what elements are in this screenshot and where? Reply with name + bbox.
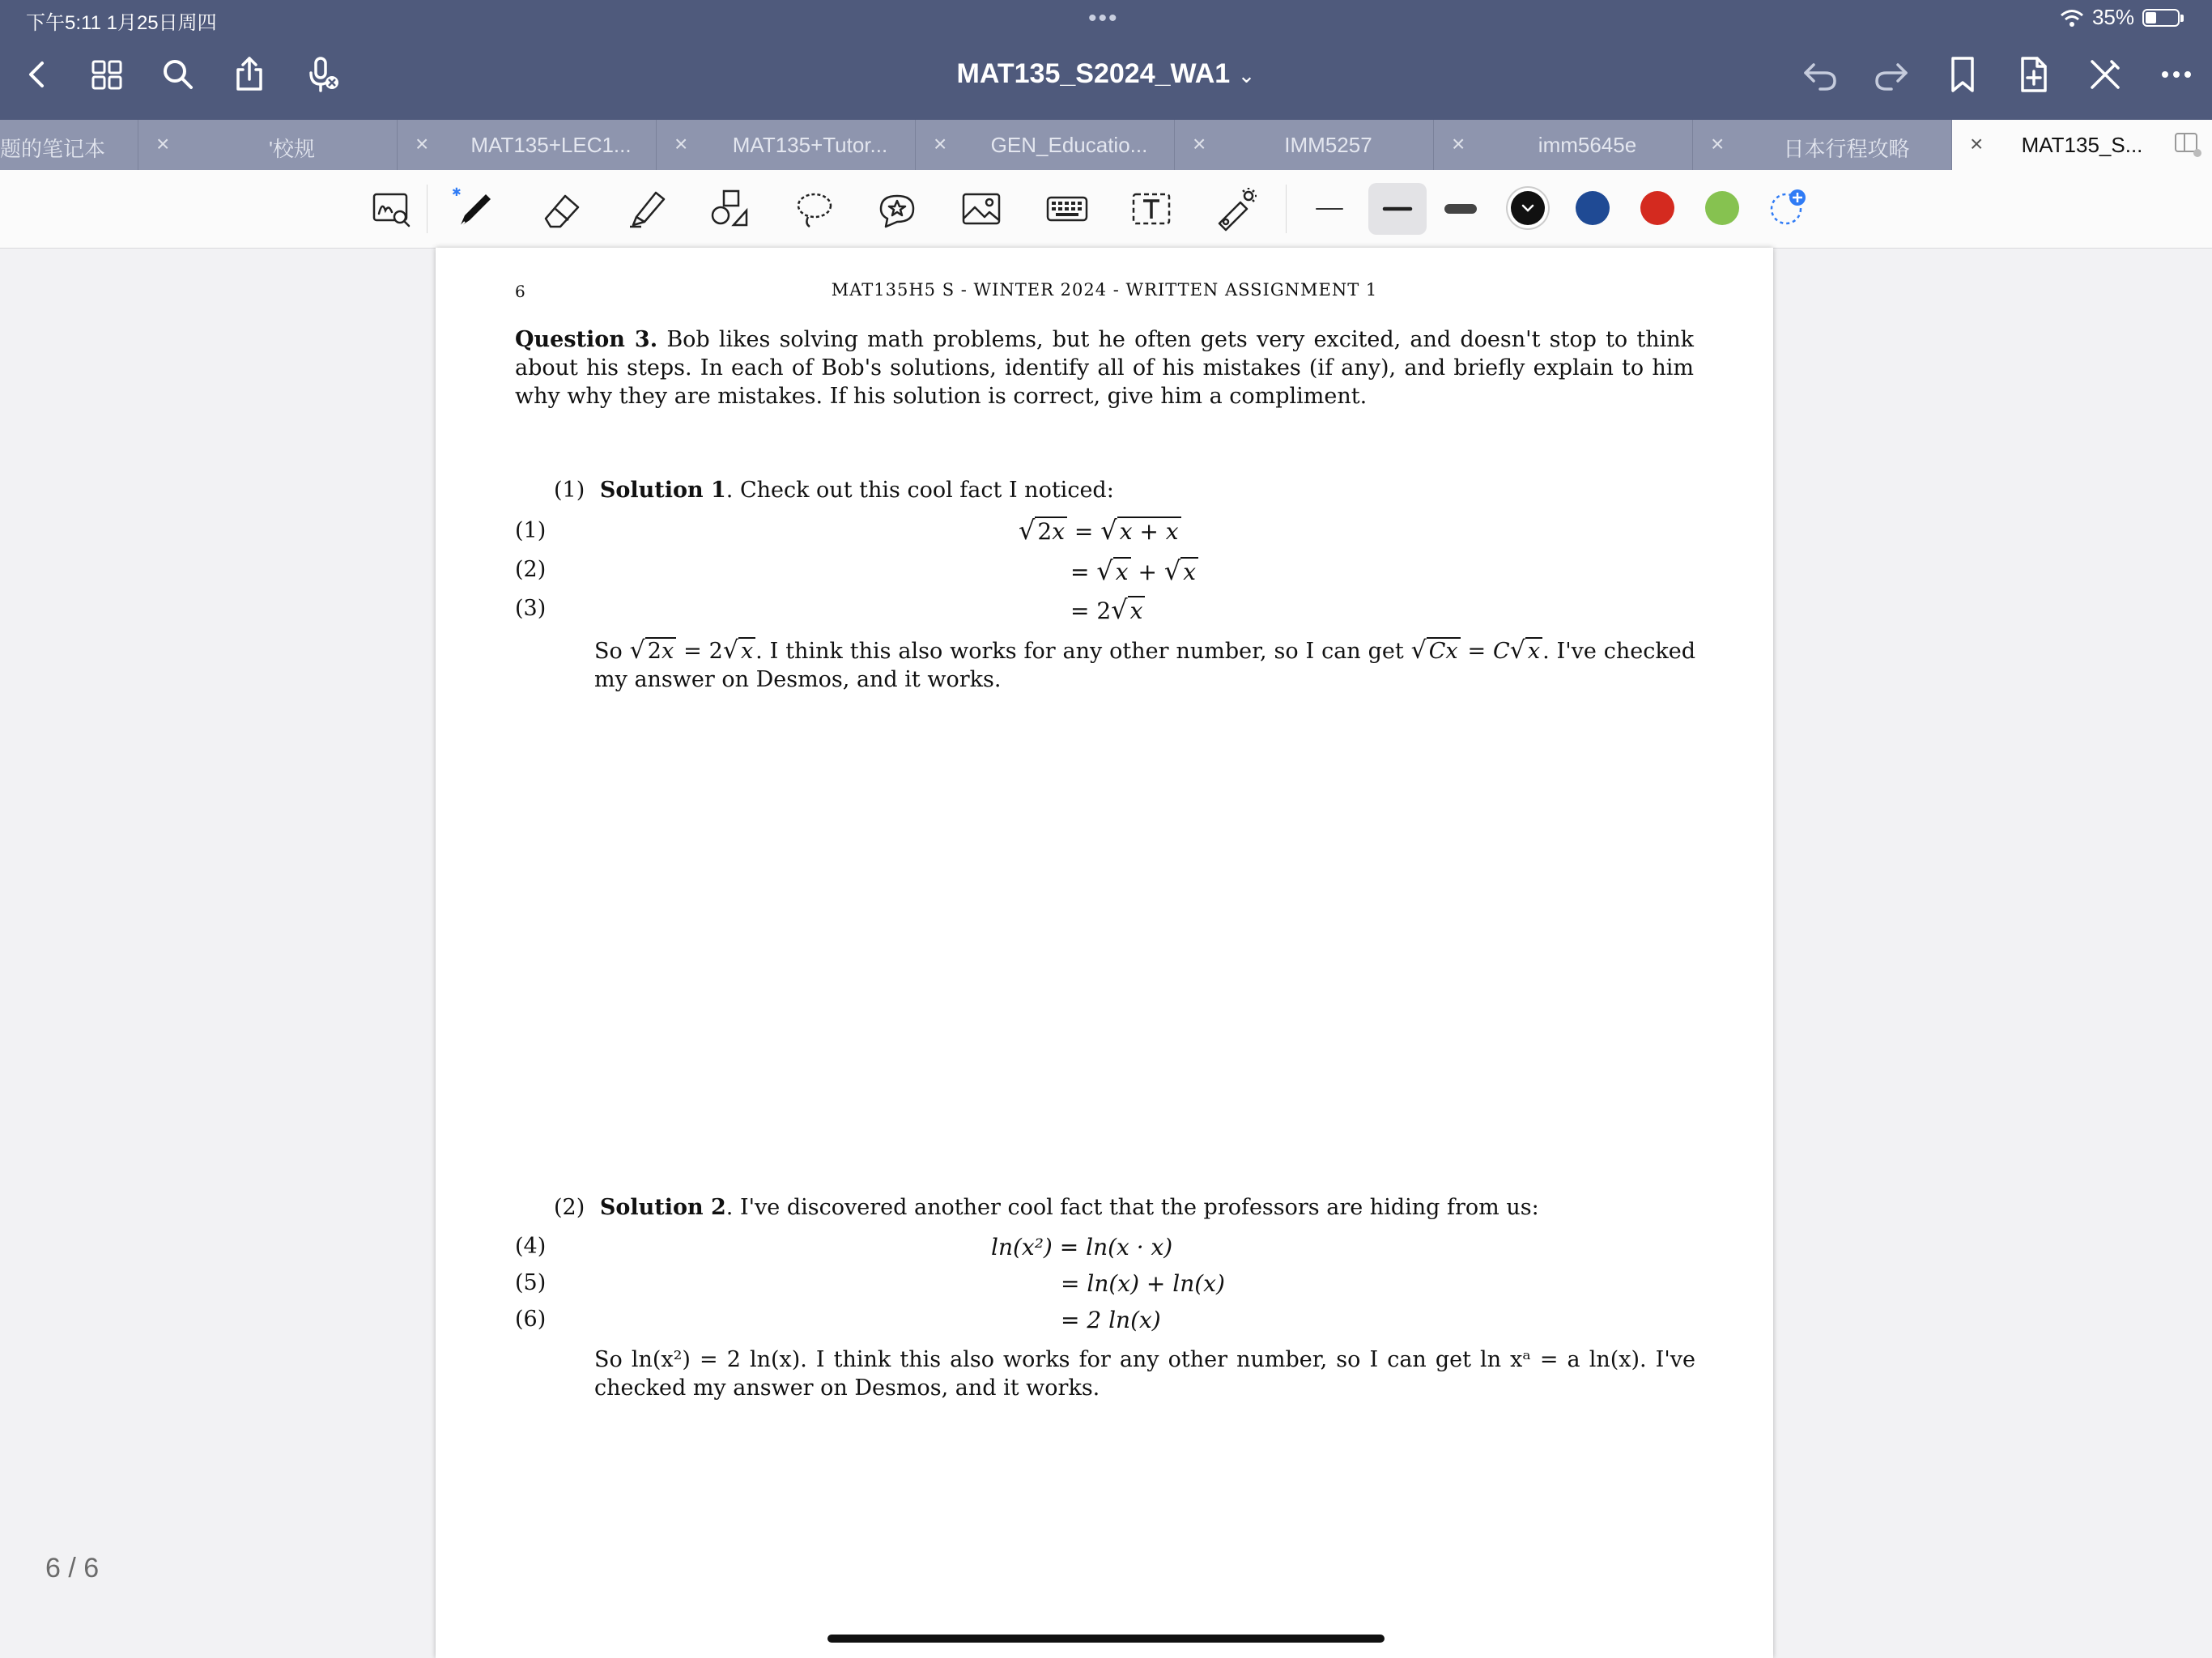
page-header: MAT135H5 S - WINTER 2024 - WRITTEN ASSIGNMENT 1 [831,280,1378,300]
equation-6: = 2 ln(x) [1061,1307,1161,1333]
solution-1-text: . I've checked my answer on Desmos, and it works. [594,639,1695,692]
page-number: 6 [515,282,525,301]
tab-label[interactable]: MAT135+LEC1... [470,133,632,157]
equation-number: (3) [515,596,547,621]
pen-tool-icon[interactable] [449,183,500,235]
solution-1-text: . I think this also works for any other number, so I can get [755,639,1411,664]
tab-label[interactable]: MAT135_S... [2021,133,2143,157]
tab-close-icon[interactable]: × [1711,131,1725,156]
stroke-thick-icon[interactable] [1435,183,1487,235]
color-swatch-blue[interactable] [1576,191,1610,225]
solution-1-item: (1) [554,478,585,503]
solution-1-label: Solution 1 [599,478,726,503]
home-indicator[interactable] [827,1635,1385,1643]
equation-4: ln(x²) = ln(x · x) [991,1234,1173,1261]
svg-text:✱: ✱ [452,186,462,199]
tab-label[interactable]: IMM5257 [1284,133,1372,157]
equation-2: = √ x + √ x [1070,555,1198,586]
tab-mat135-tutorial[interactable] [657,120,916,170]
solution-2-item: (2) [554,1195,585,1220]
annotation-toolbar [0,170,2212,249]
tab-imm5257[interactable] [1175,120,1434,170]
tab-label[interactable]: 题的笔记本 [0,137,106,161]
app-top-bar [0,0,2212,120]
add-page-icon[interactable] [2013,53,2055,96]
tab-gen-education[interactable] [916,120,1175,170]
tab-notebook[interactable] [0,120,138,170]
color-swatch-black[interactable] [1511,191,1545,225]
page-indicator: 6 / 6 [45,1553,100,1584]
tab-label[interactable]: '校规 [269,137,315,161]
tab-imm5645e[interactable] [1434,120,1693,170]
stroke-medium-icon[interactable] [1368,183,1427,235]
document-page[interactable] [436,248,1773,1658]
battery-icon [2142,9,2180,27]
equation-number: (6) [515,1307,547,1332]
shapes-tool-icon[interactable] [704,183,756,235]
solution-2-heading [554,1193,1704,1222]
tab-japan-trip[interactable] [1693,120,1952,170]
solution-1-text: So [594,639,630,664]
tab-label[interactable]: GEN_Educatio... [990,133,1148,157]
solution-1-conclusion [594,636,1695,694]
highlighter-tool-icon[interactable] [620,183,672,235]
tab-close-icon[interactable]: × [1193,131,1206,156]
bookmark-icon[interactable] [1942,53,1984,96]
chevron-down-icon [1511,191,1545,225]
toolbar-separator [1286,185,1287,233]
question-label: Question 3. [515,327,658,352]
tab-close-icon[interactable]: × [1970,131,1984,156]
inline-math: √ Cx = C√ x [1411,639,1542,664]
inline-math: √ 2x = 2√ x [630,639,756,664]
tab-close-icon[interactable]: × [934,131,947,156]
equation-5: = ln(x) + ln(x) [1061,1270,1225,1297]
split-view-icon[interactable] [2173,131,2202,159]
document-title-text[interactable]: MAT135_S2024_WA1 [956,58,1231,89]
tab-close-icon[interactable]: × [156,131,170,156]
text-box-tool-icon[interactable] [1125,183,1177,235]
tab-mat135-lec[interactable] [398,120,657,170]
tab-close-icon[interactable]: × [415,131,429,156]
tab-label[interactable]: MAT135+Tutor... [732,133,888,157]
question-paragraph [515,325,1694,410]
pen-off-icon[interactable] [2084,53,2126,96]
redo-icon[interactable] [1870,53,1912,96]
equation-number: (4) [515,1234,547,1259]
keyboard-tool-icon[interactable] [1041,183,1093,235]
tab-mat135-s2024-active[interactable] [1952,120,2212,170]
status-right [2060,5,2180,30]
battery-fill [2146,12,2156,23]
question-text: Bob likes solving math problems, but he often gets very excited, and doesn't stop to think about his steps. In each of Bob's solutions, identify all of his mistakes (if any), and briefly explain to him why why they are mistakes. If his solution is correct, give him a compliment. [515,327,1695,409]
add-color-icon[interactable] [1762,181,1814,233]
wifi-icon [2060,8,2084,28]
tab-bar [0,120,2212,170]
title-chevron-down-icon[interactable]: ⌄ [1237,63,1256,87]
equation-1: √ 2x = √ x + x [1019,515,1181,546]
image-tool-icon[interactable] [955,183,1007,235]
laser-pointer-tool-icon[interactable] [1210,183,1261,235]
eraser-tool-icon[interactable] [536,183,588,235]
stroke-thin-icon[interactable] [1304,183,1355,235]
tab-school-rules[interactable] [138,120,398,170]
undo-icon[interactable] [1799,53,1841,96]
tab-close-icon[interactable]: × [674,131,688,156]
color-swatch-green[interactable] [1705,191,1739,225]
equation-3: = 2√ x [1070,594,1145,625]
sticker-tool-icon[interactable] [871,183,923,235]
equation-number: (1) [515,518,547,543]
tab-label[interactable]: imm5645e [1538,133,1637,157]
solution-1-intro: . Check out this cool fact I noticed: [725,478,1114,503]
tab-close-icon[interactable]: × [1452,131,1465,156]
multitask-dots-icon[interactable]: ••• [1088,5,1119,32]
solution-1-heading [554,476,1704,504]
battery-percent: 35% [2091,5,2134,29]
handwriting-zoom-icon[interactable] [366,183,418,235]
equation-number: (5) [515,1270,547,1295]
solution-2-label: Solution 2 [599,1195,726,1220]
status-time: 下午5:11 1月25日周四 [26,12,217,34]
lasso-tool-icon[interactable] [789,183,840,235]
more-options-icon[interactable] [2155,53,2197,96]
solution-2-conclusion: So ln(x²) = 2 ln(x). I think this also works for any other number, so I can get ln xᵃ = a ln(x). I've checked my answer on Desmos, and it works. [594,1347,1695,1401]
solution-2-intro: . I've discovered another cool fact that the professors are hiding from us: [725,1195,1539,1220]
equation-number: (2) [515,557,547,582]
toolbar-separator [427,185,428,233]
color-swatch-red[interactable] [1640,191,1674,225]
tab-label[interactable]: 日本行程攻略 [1783,137,1910,161]
